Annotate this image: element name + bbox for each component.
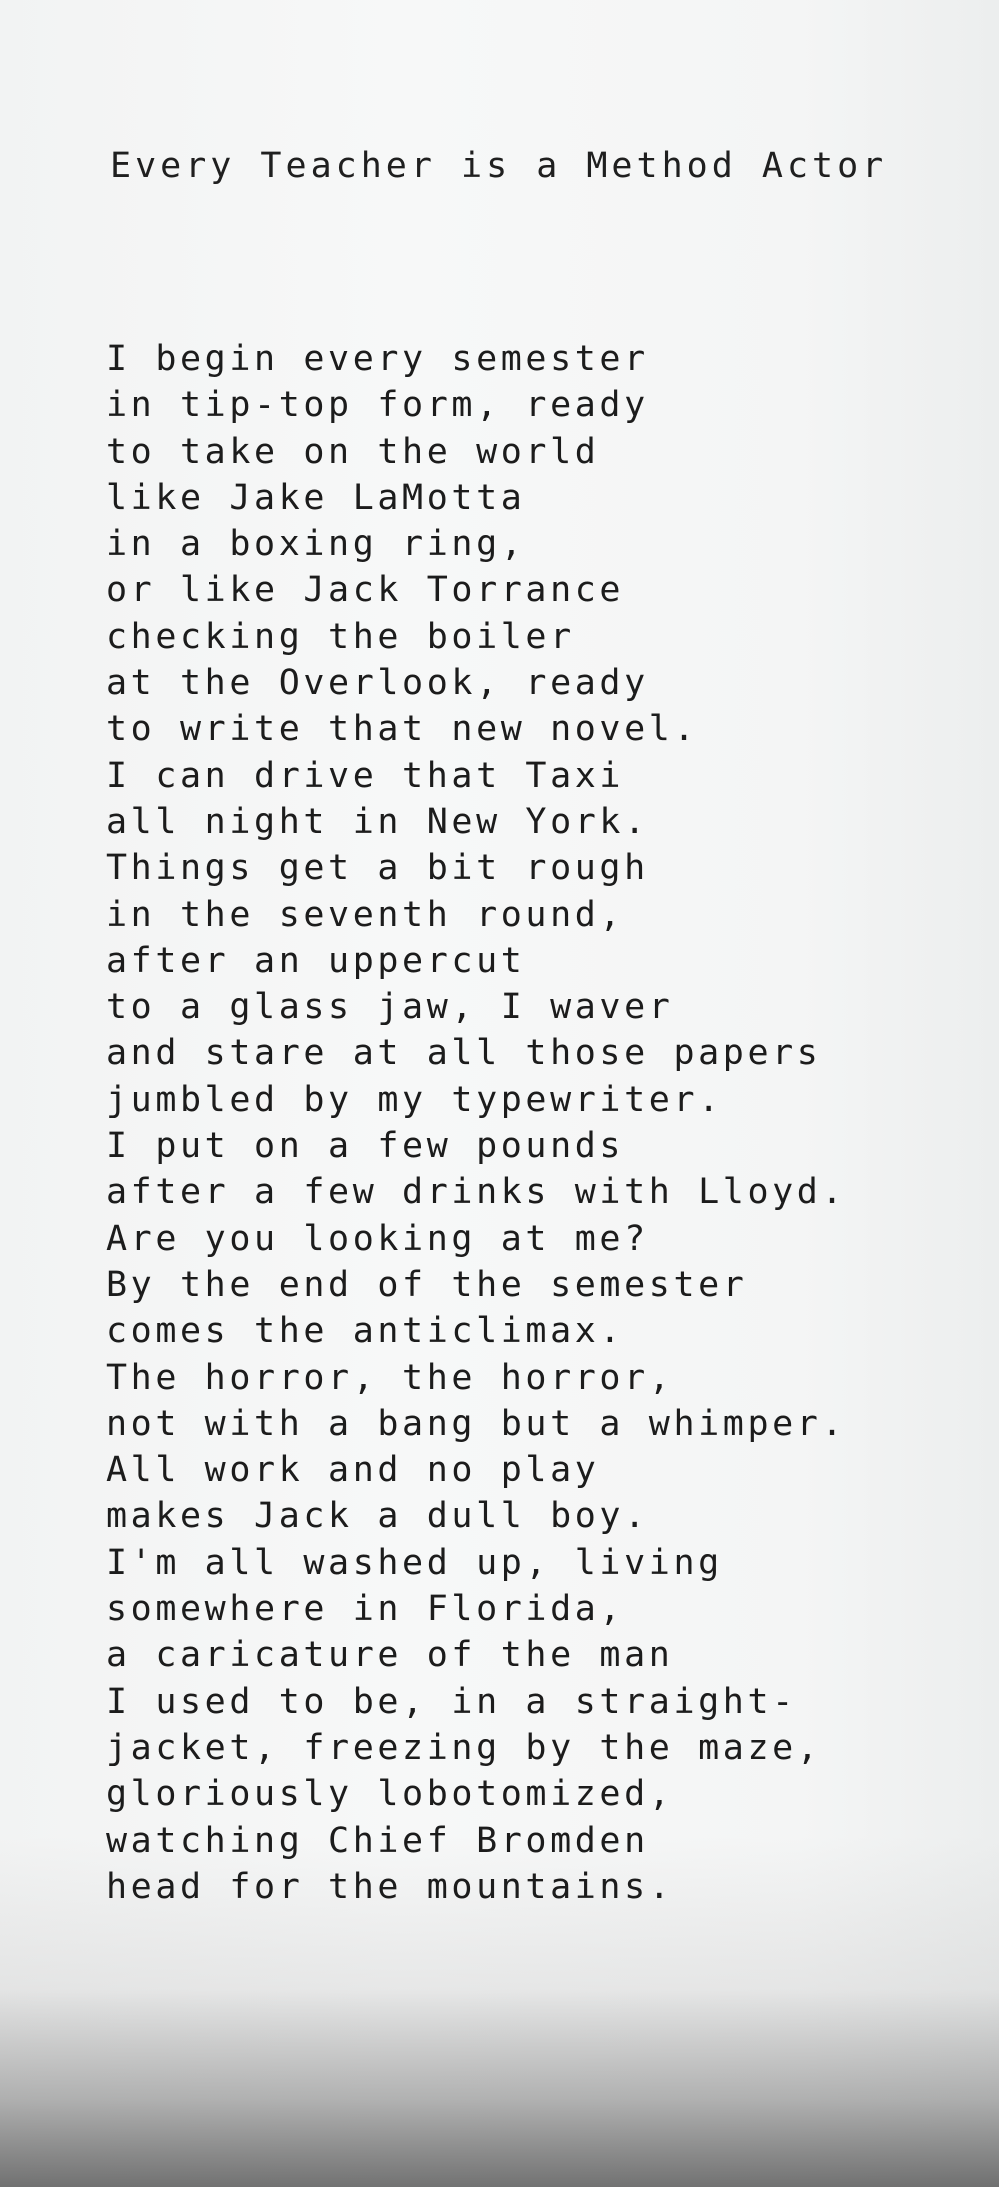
poem-line: comes the anticlimax. xyxy=(106,1311,625,1352)
poem-line: jumbled by my typewriter. xyxy=(106,1079,723,1120)
poem-line: watching Chief Bromden xyxy=(106,1820,649,1861)
poem-line: Things get a bit rough xyxy=(106,848,649,889)
poem-body xyxy=(106,336,846,1910)
poem-line: a caricature of the man xyxy=(106,1635,674,1676)
poem-line: I used to be, in a straight- xyxy=(106,1681,797,1722)
poem-line: By the end of the semester xyxy=(106,1264,748,1305)
poem-title: Every Teacher is a Method Actor xyxy=(110,146,888,186)
poem-line: or like Jack Torrance xyxy=(106,570,625,611)
poem-line: The horror, the horror, xyxy=(106,1357,674,1398)
poem-line: Are you looking at me? xyxy=(106,1218,649,1259)
poem-line: to a glass jaw, I waver xyxy=(106,987,674,1028)
poem-line: in a boxing ring, xyxy=(106,524,526,565)
poem-line: somewhere in Florida, xyxy=(106,1589,625,1630)
poem-line: I begin every semester xyxy=(106,339,649,379)
poem-line: and stare at all those papers xyxy=(106,1033,822,1074)
poem-line: I'm all washed up, living xyxy=(106,1542,723,1583)
poem-line: gloriously lobotomized, xyxy=(106,1774,674,1815)
poem-line: makes Jack a dull boy. xyxy=(106,1496,649,1537)
poem-line: I can drive that Taxi xyxy=(106,755,625,796)
poem-line: all night in New York. xyxy=(106,801,649,842)
poem-line: All work and no play xyxy=(106,1450,600,1491)
poem-line: like Jake LaMotta xyxy=(106,477,526,518)
poem-line: in the seventh round, xyxy=(106,894,625,935)
poem-line: to take on the world xyxy=(106,431,600,472)
poem-line: after a few drinks with Lloyd. xyxy=(106,1172,847,1213)
poem-line: in tip-top form, ready xyxy=(106,385,649,426)
poem-line: not with a bang but a whimper. xyxy=(106,1403,847,1444)
poem-line: jacket, freezing by the maze, xyxy=(106,1727,822,1768)
poem-line: head for the mountains. xyxy=(106,1866,674,1907)
poem-line: at the Overlook, ready xyxy=(106,663,649,704)
poem-line: I put on a few pounds xyxy=(106,1126,625,1167)
poem-line: after an uppercut xyxy=(106,940,526,981)
poem-line: to write that new novel. xyxy=(106,709,699,750)
poem-line: checking the boiler xyxy=(106,616,575,657)
